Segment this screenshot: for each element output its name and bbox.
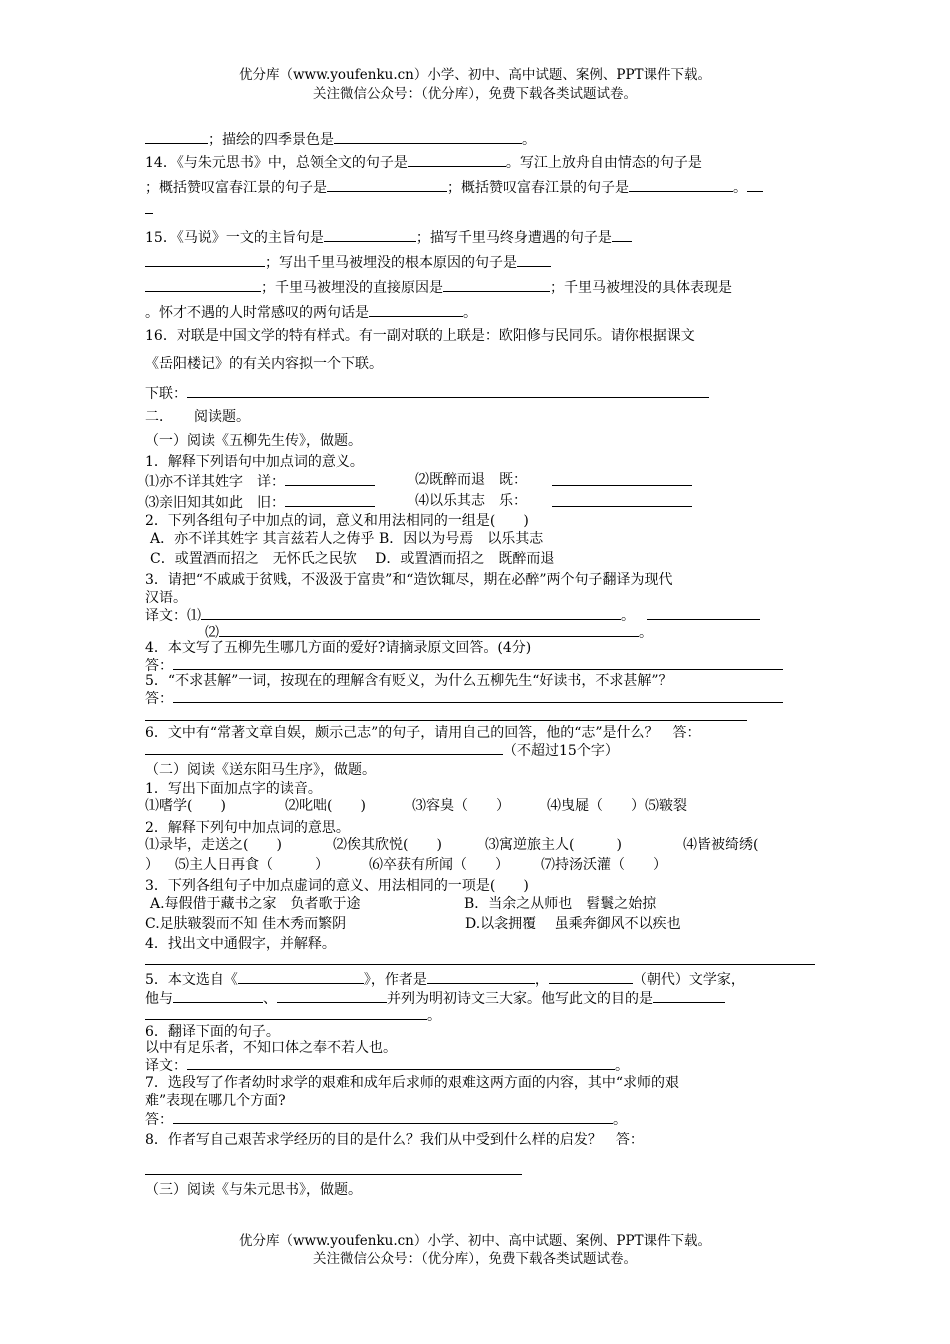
question-14-cont: ；概括赞叹富春江景的句子是 ；概括赞叹富春江景的句子是 。 (145, 178, 763, 197)
answer-blank[interactable] (747, 178, 763, 192)
answer-blank[interactable] (201, 606, 621, 620)
s2-q8-answer (145, 1161, 522, 1180)
answer-blank[interactable] (517, 253, 551, 267)
s2-question-1: 1．写出下面加点字的读音。 (145, 781, 322, 797)
s2-question-2: 2．解释下列句中加点词的意思。 (145, 820, 350, 836)
s1-question-6: 6．文中有“常著文章自娱，颇示己志”的句子，请用自己的回答，他的“志”是什么？ 答： (145, 725, 701, 741)
answer-blank[interactable] (552, 472, 692, 486)
s2-question-8: 8．作者写自己艰苦求学经历的目的是什么？我们从中受到什么样的启发？ 答： (145, 1132, 644, 1148)
question-15-line-3: ；千里马被埋没的直接原因是 ；千里马被埋没的具体表现是 (145, 278, 732, 297)
answer-blank[interactable] (552, 493, 692, 507)
section-title-reading: 二． 阅读题。 (145, 409, 250, 425)
s2-question-7-cont: 难”表现在哪几个方面? (145, 1093, 286, 1109)
answer-blank[interactable] (173, 656, 783, 670)
answer-blank[interactable] (629, 178, 733, 192)
s2-question-5-cont: 他与 、 并列为明初诗文三大家。他写此文的目的是 (145, 989, 725, 1008)
answer-blank[interactable] (612, 228, 632, 242)
answer-blank[interactable] (173, 689, 783, 703)
s2-question-3: 3．下列各组句子中加点虚词的意义、用法相同的一项是( ) (145, 878, 529, 894)
s1-q3-translation-1: 译文：⑴ 。 (145, 606, 760, 625)
answer-blank[interactable] (653, 989, 725, 1003)
answer-blank[interactable] (145, 1006, 427, 1020)
question-16-line-2: 《岳阳楼记》的有关内容拟一个下联。 (145, 356, 383, 372)
s1-q1-row-2: ⑶亲旧知其如此 旧： ⑷以乐其志 乐： (145, 493, 375, 512)
answer-blank[interactable] (285, 472, 375, 486)
answer-blank[interactable] (285, 493, 375, 507)
answer-blank[interactable] (145, 951, 815, 965)
answer-blank[interactable] (324, 228, 416, 242)
answer-blank[interactable] (145, 707, 747, 721)
s2-question-5: 5．本文选自《 》，作者是 ， （朝代）文学家， (145, 972, 745, 988)
s1-q4-answer: 答： (145, 656, 783, 675)
s1-q6-answer: （不超过15个字） (145, 741, 619, 760)
s2-q3-options-ab: A.每假借于藏书之家 负者歌于途 B．当余之从师也 髫鬟之始掠 (150, 896, 657, 912)
footer-line-2: 关注微信公众号：（优分库），免费下载各类试题试卷。 (313, 1251, 637, 1267)
answer-blank[interactable] (173, 1110, 613, 1124)
question-16: 16．对联是中国文学的特有样式。有一副对联的上联是：欧阳修与民同乐。请你根据课文 (145, 328, 695, 344)
s1-question-4: 4．本文写了五柳先生哪几方面的爱好?请摘录原文回答。(4分) (145, 640, 532, 656)
answer-blank[interactable] (277, 989, 387, 1003)
s2-q6-translation: 译文： 。 (145, 1058, 629, 1074)
couplet-answer-line: 下联： (145, 384, 709, 403)
s1-question-3: 3．请把“不戚戚于贫贱，不汲汲于富贵”和“造饮辄尽，期在必醉”两个句子翻译为现代 (145, 572, 673, 588)
question-14-tail (145, 200, 153, 219)
answer-blank[interactable] (187, 1056, 615, 1070)
answer-blank[interactable] (369, 303, 463, 317)
s2-q2-row-1: ⑴录毕，走送之( ) ⑵俟其欣悦( ) ⑶寓逆旅主人( ) ⑷皆被绮绣( (145, 837, 759, 853)
sub-title-dongyang: （二）阅读《送东阳马生序》，做题。 (145, 762, 376, 778)
s2-q5-tail: 。 (145, 1006, 441, 1025)
answer-blank[interactable] (427, 970, 535, 984)
answer-blank[interactable] (145, 741, 503, 755)
s2-q1-items: ⑴嗜学( ) ⑵叱咄( ) ⑶容臭（ ） ⑷曳屣（ ）⑸皲裂 (145, 798, 687, 814)
answer-blank[interactable] (145, 1161, 522, 1175)
question-15: 15．《马说》一文的主旨句是 ；描写千里马终身遭遇的句子是 (145, 228, 632, 247)
s2-q4-answer (145, 951, 815, 970)
s1-q2-options-cd: C．或置酒而招之 无怀氏之民欤 D．或置酒而招之 既醉而退 (150, 551, 555, 567)
header-line-1: 优分库（www.youfenku.cn）小学、初中、高中试题、案例、PPT课件下载。 (238, 67, 712, 83)
answer-blank[interactable] (173, 989, 263, 1003)
answer-blank[interactable] (238, 970, 364, 984)
couplet-blank[interactable] (187, 384, 709, 398)
footer-line-1: 优分库（www.youfenku.cn）小学、初中、高中试题、案例、PPT课件下载。 (238, 1233, 712, 1249)
question-15-line-4: 。怀才不遇的人时常感叹的两句话是 。 (145, 305, 477, 321)
answer-blank[interactable] (219, 623, 639, 637)
fill-line-seasons: ；描绘的四季景色是 。 (145, 130, 536, 149)
s1-q5-answer-2 (145, 707, 747, 726)
question-15-line-2: ；写出千里马被埋没的根本原因的句子是 (145, 253, 551, 272)
s1-question-3-cont: 汉语。 (145, 590, 187, 606)
answer-blank[interactable] (334, 130, 522, 144)
header-line-2: 关注微信公众号：（优分库），免费下载各类试题试卷。 (313, 86, 637, 102)
s1-q2-options-ab: A．亦不详其姓字 其言兹若人之俦乎 B．因以为号焉 以乐其志 (150, 531, 544, 547)
s2-q2-row-2: ） ⑸主人日再食（ ） ⑹卒获有所闻（ ） ⑺持汤沃灌（ ） (145, 857, 667, 873)
sub-title-wuliu: （一）阅读《五柳先生传》，做题。 (145, 433, 362, 449)
answer-blank[interactable] (443, 278, 550, 292)
s1-question-2: 2．下列各组句子中加点的词，意义和用法相同的一组是( ) (145, 513, 529, 529)
s2-question-6: 6．翻译下面的句子。 (145, 1024, 280, 1040)
s2-question-4: 4．找出文中通假字，并解释。 (145, 936, 336, 952)
s1-q3-translation-2: ⑵ 。 (205, 625, 653, 641)
s1-question-5: 5．“不求甚解”一词，按现在的理解含有贬义，为什么五柳先生“好读书，不求甚解”？ (145, 673, 673, 689)
sub-title-zhuyuansi: （三）阅读《与朱元思书》，做题。 (145, 1182, 362, 1198)
s2-q3-options-cd: C.足肤皲裂而不知 佳木秀而繁阴 D.以衾拥覆 虽乘奔御风不以疾也 (145, 916, 681, 932)
answer-blank[interactable] (145, 130, 208, 144)
answer-blank[interactable] (145, 278, 261, 292)
answer-blank[interactable] (145, 253, 265, 267)
answer-blank[interactable] (145, 200, 153, 214)
s2-q6-sentence: 以中有足乐者，不知口体之奉不若人也。 (145, 1040, 397, 1056)
answer-blank[interactable] (647, 606, 760, 620)
question-14: 14．《与朱元思书》中，总领全文的句子是 。写江上放舟自由情态的句子是 (145, 155, 702, 171)
s1-question-1: 1．解释下列语句中加点词的意义。 (145, 454, 364, 470)
answer-blank[interactable] (408, 153, 506, 167)
s2-question-7: 7．选段写了作者幼时求学的艰难和成年后求师的艰难这两方面的内容，其中“求师的艰 (145, 1075, 680, 1091)
s2-q7-answer: 答： 。 (145, 1112, 627, 1128)
s1-q1-row-1: ⑴亦不详其姓字 详： ⑵既醉而退 既： (145, 472, 375, 491)
answer-blank[interactable] (549, 970, 633, 984)
answer-blank[interactable] (327, 178, 447, 192)
s1-q5-answer: 答： (145, 689, 783, 708)
